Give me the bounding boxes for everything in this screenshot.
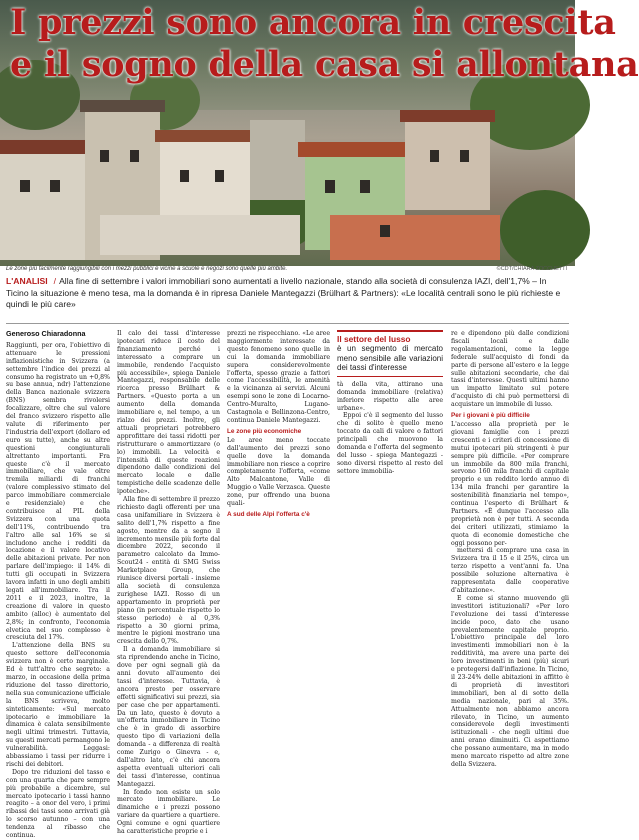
window [325,180,335,193]
byline: Generoso Chiaradonna [6,329,86,338]
paragraph: Raggiunti, per ora, l'obiettivo di attenuare le pressioni inflazionistiche in Svizzera (a settembre l'indice dei prezzi al consumo ha registrato un +0,8% su base annua, ndr) l'attenzione della Banca nazionale svizzera (BNS) sembra rivolersi focalizzare, oltre che sul valore del franco svizzero rispetto alle valute di riferimento per l'industria dell'export (dollaro ed euro su tutte), anche su altre questioni congiunturali altrettanto importanti. Fra queste c'è il mercato immobiliare, che vale oltre tremila miliardi di franchi (valore complessivo stimato del parco immobiliare commerciale e residenziale) e che contribuisce al PIL della Svizzera con una quota dell'11%, contribuendo tra l'altro alle sal 16% se si includono anche i redditi da locazione e il valore locativo delle abitazioni private. Per non parlare dell'impiego: il 14% di tutti gli occupati in Svizzera lavora infatti in uno degli ambiti legati all'immobiliare. Tra il 2011 e il 2023, inoltre, la creazione di valore in questo ambito (alloc) è aumentato del 2,8%; in confronto, l'economia elvetica nel suo complesso è cresciuta del 17%. [6,341,110,642]
divider [6,323,569,324]
tag-separator: / [53,276,57,286]
window [20,180,30,192]
paragraph: E come si stanno muovendo gli investitori istituzionali? «Per loro l'evoluzione dei tassi d'interesse incide poco, dato che usano prevalentemente capitale proprio. L'obiettivo principale del loro investimenti immobiliari non è la redditività, ma avere una parte dei loro investimenti in beni (più) sicuri e protegersi dall'inflazione. In Ticino, il 23-24% delle abitazioni in affitto è di proprietà di investitori immobiliari, ben al di sotto della media nazionale, pari al 35%. Attualmente non abbiamo ancora rilevato, in Ticino, un aumento considerevole degli investimenti istituzionali - che negli ultimi due anni erano diminuiti. Ci aspettiamo che possano aumentare, ma in modo meno marcato rispetto ad altre zone della Svizzera. [451,594,569,768]
column-5 [451,330,569,769]
house [0,150,90,260]
window [50,180,60,192]
roof [0,140,95,154]
house [405,120,490,210]
paragraph: L'accesso alla proprietà per le giovani famiglie con i prezzi crescenti e i criteri di concessione di mutui ipotecari più stringenti è pur sempre più difficile. «Per comprare un immobile da 800 mila franchi, servono 160 mila franchi di capitale proprio e un reddito lordo annuo di 134 mila franchi per garantire la sostenibilità finanziaria nel tempo», continua l'esperto di Brülhart & Partners. «È dunque l'accesso alla proprietà non è per tutti. A seconda dei criteri utilizzati, stimiamo la quota di economie domestiche che oggi possono per- [451,420,569,547]
house [100,215,300,255]
photo-caption: Le zone più facilmente raggiungibili con i mezzi pubblici e vicine a scuole e negozi sono quelle più ambite. [6,266,288,272]
pull-quote-title: Il settore del lusso [337,334,411,344]
headline-line-1: I prezzi sono ancora in crescita [10,2,616,43]
column-3 [227,330,330,520]
tree [500,190,590,270]
house [250,120,305,200]
paragraph: Eppoi c'è il segmento del lusso che di solito è quello meno toccato da cali di valore o fattori principali che muovono la domanda e l'offerta del segmento del lusso - spiega Mantegazzi - sono diversi rispetto al resto del settore immobilia- [337,412,443,475]
paragraph: re e dipendono più dalle condizioni fiscali locali e dalle regolamentazioni, come la legge federale sull'acquisto di fondi da parte di persone all'estero e la legge sulle abitazioni secondarie, che dai tassi d'interesse. Questi ultimi hanno un impatto limitato sul potere d'acquisto di chi può permettersi di acquistare un immobile di lusso. [451,330,569,409]
paragraph: mettersi di comprare una casa in Svizzera tra il 15 e il 25%, circa un terzo rispetto a vent'anni fa. Una possibile soluzione alternativa è rappresentata dalle cooperative d'abitazione». [451,547,569,594]
column-1 [6,329,110,840]
paragraph: Le aree meno toccate dall'aumento dei prezzi sono quelle dove la domanda immobiliare non riesce a coprire completamente l'offerta, «come Alto Malcantone, Valle di Muggio o Valle Verzasca. Queste zone, pur offrendo una buona quali- [227,436,330,508]
subheading: A sud delle Alpi l'offerta c'è [227,510,310,518]
window [100,150,109,162]
lead-text: Alla fine di settembre i valori immobiliari sono aumentati a livello nazionale, stando alla società di consulenza IAZI, dell'1,7% – In Ticino la situazione è meno tesa, ma la domanda è in ripresa Daniele Mantegazzi (Brülhart & Partners): «Le località centrali sono le più richieste e quindi le più care» [6,276,561,310]
orange-house [330,215,500,260]
headline-line-2: e il sogno della casa si allontana [10,44,639,85]
paragraph: prezzi ne rispecchiano. «Le aree maggiormente interessate da questo fenomeno sono quelle in cui la domanda immobiliare supera considerevolmente l'offerta, spesso grazie a fattori come l'accessibilità, le amenità e la vicinanza ai servizi. Alcuni esempi sono le zone di Locarno-Centro-Muralto, Lugano-Castagnola e Bellinzona-Centro, continua Daniele Mantegazzi. [227,330,330,424]
headline [10,2,639,86]
roof [400,110,495,122]
paragraph: In fondo non esiste un solo mercato immobiliare. Le dinamiche e i prezzi possono variare da quartiere a quartiere. Ogni comune e ogni quartiere ha caratteristiche proprie e i [117,788,220,836]
window [460,150,469,162]
window [360,180,370,193]
paragraph: Dopo tre riduzioni del tasso e con una quarta che pare sempre più probabile a dicembre, sul mercato ipotecario i tassi hanno reagito – a onor del vero, i primi ribassi dei tassi sono arrivati già lo scorso autunno – con una tendenza al ribasso che continua. [6,768,110,840]
pull-quote-rule [337,376,443,377]
window [215,170,224,182]
window [380,225,390,237]
column-2 [117,330,220,836]
column-4 [337,330,443,476]
roof [80,100,165,112]
window [430,150,439,162]
window [180,170,189,182]
hero-photo [0,0,639,266]
section-tag: L'ANALISI [6,276,48,286]
pull-quote-text: è un segmento di mercato meno sensibile alle variazioni dei tassi d'interesse [337,344,443,373]
photo-credit: ©CDT/CHIARA ZOCCHETTI [496,266,567,272]
roof [298,142,413,157]
paragraph: Alla fine di settembre il prezzo richiesto dagli offerenti per una casa unifamiliare in Svizzera è salito dell'1,7% rispetto a fine agosto, mentre da a segno il incremento mensile più forte dal dicembre 2022, secondo il parametro calcolato da Immo-Scout24 - entità di SMG Swiss Marketplace Group, che riunisce diversi portali - insieme alla società di consulenza zurighese IAZI. Rosso di un appartamento in proprietà per piano (in percentuale rispetto lo stesso periodo) è al 0,3% rispetto a 30 giorni prima, mentre le pigioni mostrano una crescita dello 0,7%. [117,496,220,646]
paragraph: Il calo dei tassi d'interesse ipotecari riduce il costo del finanziamento perché i interessato a comprare un immobile, rendendo l'acquisto più accessibile», spiega Daniele Mantegazzi, responsabile delle ricerca presso Brülhart & Partners. «Questo porta a un aumento della domanda immobiliare e, nel tempo, a un rialzo dei prezzi. Inoltre, gli attuali proprietari potrebbero approfittare dei tassi ridotti per ristrutturare o ammortizzare (o lo) immobili. La velocità e l'intensità di queste reazioni dipendono dalle condizioni del mercato locale e dalle tempistiche delle scadenze delle ipoteche». [117,330,220,496]
roof [155,130,255,142]
paragraph: L'attenzione della BNS su questo settore dell'economia svizzera non è certo marginale. Ed è tutt'altro che segreto: a marzo, in occasione della prima riduzione del tasso direttorio, nella sua comunicazione ufficiale la BNS scriveva, molto sinteticamente: «Sul mercato ipotecario e immobiliare la dinamica è calata sensibilmente negli ultimi trimestri. Tuttavia, su questi mercati permangono le vulnerabilità. Leggasi: abbassiamo i tassi per ridurre i rischi dei debitori. [6,642,110,768]
paragraph: tà della vita, attirano una domanda immobiliare (relativa) inferiore rispetto alle aree urbane». [337,380,443,412]
paragraph: Il a domanda immobiliare si sta riprendendo anche in Ticino, dove per ogni segnali già da anni dovuto all'aumento dei tassi d'interesse. Tuttavia, è ancora presto per osservare effetti significativi sui prezzi, sia per case che per appartamenti. Da un lato, questo è dovuto a un'offerta immobiliare in Ticino che è in grado di assorbire questo tipo di variazioni della domanda - a differenza di realtà come Zurigo o Ginevra - e, dall'altro lato, c'è chi ancora aspetta eventuali ulteriori cali dei tassi d'interesse, continua Mantegazzi. [117,646,220,788]
subheading: Le zone più economiche [227,427,302,435]
window [130,150,139,162]
pull-quote-box [337,330,443,377]
lead-paragraph [6,276,566,311]
subheading: Per i giovani è più difficile [451,412,530,420]
